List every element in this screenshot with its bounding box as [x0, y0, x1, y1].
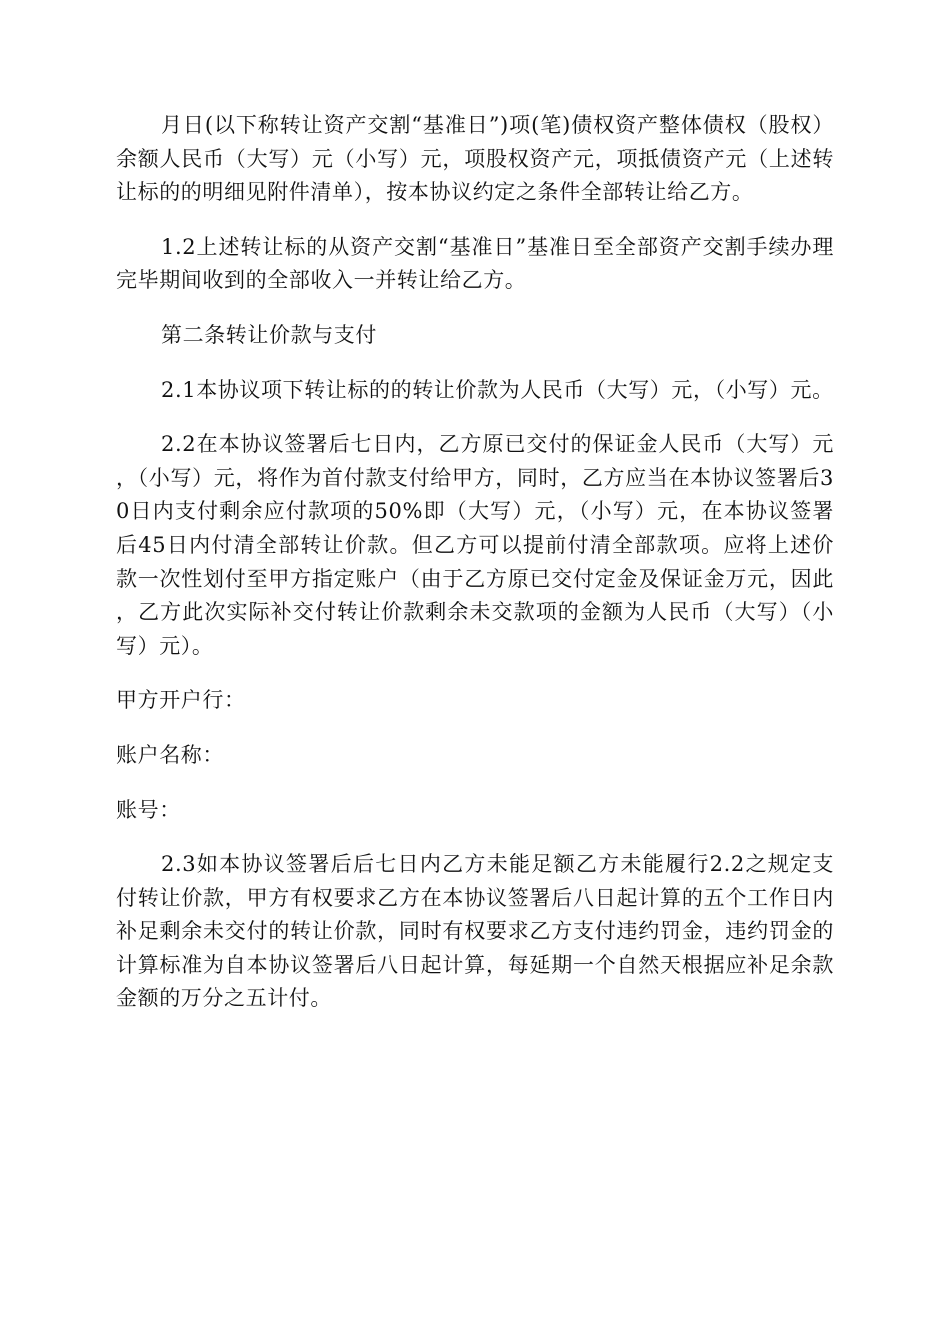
paragraph-clause-2-3: 2.3如本协议签署后后七日内乙方未能足额乙方未能履行2.2之规定支付转让价款，甲方有权要求乙方在本协议签署后八日起计算的五个工作日内补足剩余未交付的转让价款，同时有权要求乙方支付违约罚金，违约罚金的计算标准为自本协议签署后八日起计算，每延期一个自然天根据应补足余款金额的万分之五计付。 [116, 852, 834, 1011]
paragraph-clause-2-1: 2.1本协议项下转让标的的转让价款为人民币（大写）元，（小写）元。 [161, 377, 834, 402]
field-account-name: 账户名称： [116, 742, 224, 767]
paragraph-clause-1-2: 1.2上述转让标的从资产交割“基准日”基准日至全部资产交割手续办理完毕期间收到的全部收入一并转让给乙方。 [116, 234, 834, 293]
document-body [116, 109, 834, 1037]
paragraph-base-date-clause: 月日(以下称转让资产交割“基准日”)项(笔)债权资产整体债权（股权）余额人民币（大写）元（小写）元，项股权资产元，项抵债资产元（上述转让标的的明细见附件清单），按本协议约定之条件全部转让给乙方。 [116, 113, 834, 205]
field-party-a-bank: 甲方开户行： [116, 688, 246, 713]
paragraph-clause-2-2: 2.2在本协议签署后七日内，乙方原已交付的保证金人民币（大写）元，（小写）元，将作为首付款支付给甲方，同时，乙方应当在本协议签署后30日内支付剩余应付款项的50%即（大写）元，（小写）元，在本协议签署后45日内付清全部转让价款。但乙方可以提前付清全部款项。应将上述价款一次性划付至甲方指定账户（由于乙方原已交付定金及保证金万元，因此，乙方此次实际补交付转让价款剩余未交款项的金额为人民币（大写）（小写）元）。 [116, 432, 834, 658]
field-account-number: 账号： [116, 797, 181, 822]
section-heading-article-2: 第二条转让价款与支付 [161, 322, 377, 347]
